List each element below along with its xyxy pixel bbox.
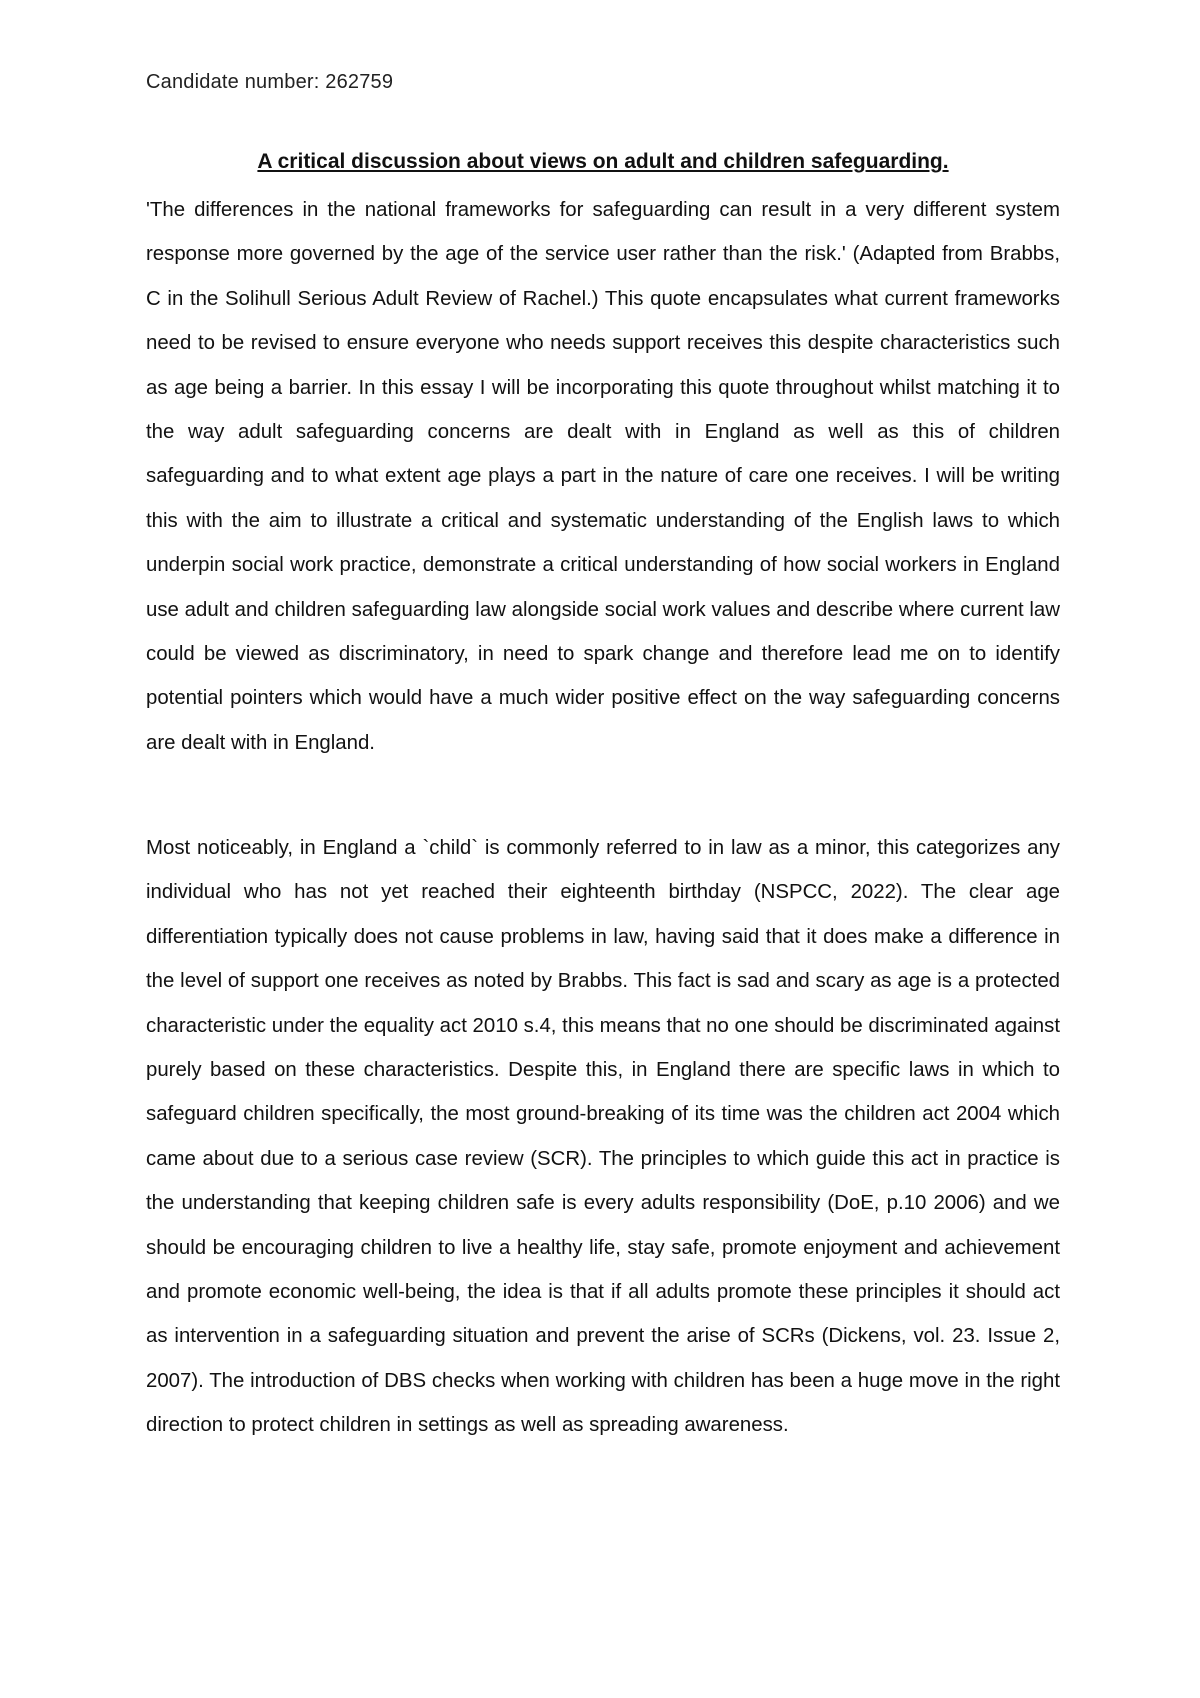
- essay-title: A critical discussion about views on adult and children safeguarding.: [257, 150, 949, 173]
- paragraph-intro: 'The differences in the national frameworks for safeguarding can result in a very different system response more governed by the age of the service user rather than the risk.' (Adapted from Brabbs, C in the Solihull Serious Adult Review of Rachel.) This quote encapsulates what current frameworks need to be revised to ensure everyone who needs support receives this despite characteristics such as age being a barrier. In this essay I will be incorporating this quote throughout whilst matching it to the way adult safeguarding concerns are dealt with in England as well as this of children safeguarding and to what extent age plays a part in the nature of care one receives. I will be writing this with the aim to illustrate a critical and systematic understanding of the English laws to which underpin social work practice, demonstrate a critical understanding of how social workers in England use adult and children safeguarding law alongside social work values and describe where current law could be viewed as discriminatory, in need to spark change and therefore lead me on to identify potential pointers which would have a much wider positive effect on the way safeguarding concerns are dealt with in England.: [146, 199, 1060, 754]
- paragraph-body: Most noticeably, in England a `child` is commonly referred to in law as a minor, this categorizes any individual who has not yet reached their eighteenth birthday (NSPCC, 2022). The clear age differentiation typically does not cause problems in law, having said that it does make a difference in the level of support one receives as noted by Brabbs. This fact is sad and scary as age is a protected characteristic under the equality act 2010 s.4, this means that no one should be discriminated against purely based on these characteristics. Despite this, in England there are specific laws in which to safeguard children specifically, the most ground-breaking of its time was the children act 2004 which came about due to a serious case review (SCR). The principles to which guide this act in practice is the understanding that keeping children safe is every adults responsibility (DoE, p.10 2006) and we should be encouraging children to live a healthy life, stay safe, promote enjoyment and achievement and promote economic well-being, the idea is that if all adults promote these principles it should act as intervention in a safeguarding situation and prevent the arise of SCRs (Dickens, vol. 23. Issue 2, 2007). The introduction of DBS checks when working with children has been a huge move in the right direction to protect children in settings as well as spreading awareness.: [146, 837, 1060, 1437]
- candidate-number: Candidate number: 262759: [146, 71, 394, 93]
